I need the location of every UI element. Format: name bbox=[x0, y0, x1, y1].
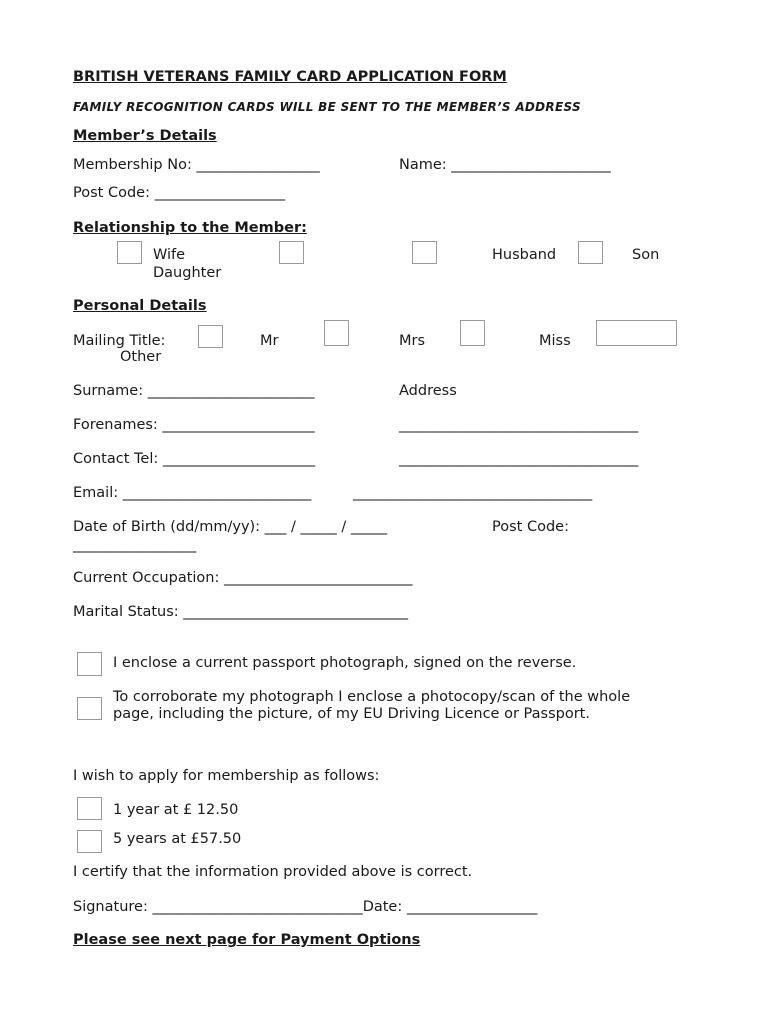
five-years-label: 5 years at £57.50 bbox=[113, 831, 242, 847]
husband-checkbox[interactable] bbox=[412, 241, 437, 264]
one-year-checkbox[interactable] bbox=[77, 797, 102, 820]
daughter-checkbox[interactable] bbox=[279, 241, 304, 264]
corroborate-checkbox[interactable] bbox=[77, 697, 102, 720]
address-line-2[interactable]: _________________________________ bbox=[399, 451, 639, 467]
relationship-heading: Relationship to the Member: bbox=[73, 220, 307, 236]
forenames-field[interactable]: Forenames: _____________________ bbox=[73, 417, 315, 433]
form-subtitle: FAMILY RECOGNITION CARDS WILL BE SENT TO THE MEMBER’S ADDRESS bbox=[73, 100, 581, 114]
signature-date-field[interactable]: Signature: _____________________________Date: __________________ bbox=[73, 899, 538, 915]
surname-field[interactable]: Surname: _______________________ bbox=[73, 383, 315, 399]
personal-post-code-field[interactable]: _________________ bbox=[73, 537, 197, 553]
son-label: Son bbox=[632, 247, 660, 263]
passport-photo-label: I enclose a current passport photograph, signed on the reverse. bbox=[113, 655, 577, 671]
other-title-input[interactable] bbox=[596, 320, 677, 346]
corroborate-label-line-1: To corroborate my photograph I enclose a photocopy/scan of the whole bbox=[113, 689, 631, 705]
certify-text: I certify that the information provided above is correct. bbox=[73, 864, 473, 880]
payment-options-note: Please see next page for Payment Options bbox=[73, 932, 421, 948]
form-title: BRITISH VETERANS FAMILY CARD APPLICATION FORM bbox=[73, 69, 507, 85]
personal-post-code-label: Post Code: bbox=[492, 519, 569, 535]
son-checkbox[interactable] bbox=[578, 241, 603, 264]
membership-no-field[interactable]: Membership No: _________________ bbox=[73, 157, 320, 173]
address-line-3[interactable]: _________________________________ bbox=[353, 485, 593, 501]
mr-checkbox[interactable] bbox=[198, 325, 223, 348]
corroborate-label-line-2: page, including the picture, of my EU Driving Licence or Passport. bbox=[113, 706, 590, 722]
five-years-checkbox[interactable] bbox=[77, 830, 102, 853]
personal-details-heading: Personal Details bbox=[73, 298, 207, 314]
membership-intro: I wish to apply for membership as follows: bbox=[73, 768, 380, 784]
mailing-title-label: Mailing Title: bbox=[73, 333, 166, 349]
mrs-label: Mrs bbox=[399, 333, 426, 349]
miss-checkbox[interactable] bbox=[460, 320, 485, 346]
mrs-checkbox[interactable] bbox=[324, 320, 349, 346]
occupation-field[interactable]: Current Occupation: __________________________ bbox=[73, 570, 413, 586]
miss-label: Miss bbox=[539, 333, 571, 349]
mr-label: Mr bbox=[260, 333, 279, 349]
members-details-heading: Member’s Details bbox=[73, 128, 217, 144]
wife-label: Wife bbox=[153, 247, 186, 263]
name-field[interactable]: Name: ______________________ bbox=[399, 157, 611, 173]
marital-status-field[interactable]: Marital Status: _______________________________ bbox=[73, 604, 409, 620]
daughter-label: Daughter bbox=[153, 265, 222, 281]
other-label: Other bbox=[120, 349, 162, 365]
address-label: Address bbox=[399, 383, 457, 399]
contact-tel-field[interactable]: Contact Tel: _____________________ bbox=[73, 451, 316, 467]
address-line-1[interactable]: _________________________________ bbox=[399, 417, 639, 433]
husband-label: Husband bbox=[492, 247, 557, 263]
email-field[interactable]: Email: __________________________ bbox=[73, 485, 312, 501]
wife-checkbox[interactable] bbox=[117, 241, 142, 264]
one-year-label: 1 year at £ 12.50 bbox=[113, 802, 239, 818]
date-of-birth-field[interactable]: Date of Birth (dd/mm/yy): ___ / _____ / _____ bbox=[73, 519, 388, 535]
member-post-code-field[interactable]: Post Code: __________________ bbox=[73, 185, 286, 201]
passport-photo-checkbox[interactable] bbox=[77, 652, 102, 676]
